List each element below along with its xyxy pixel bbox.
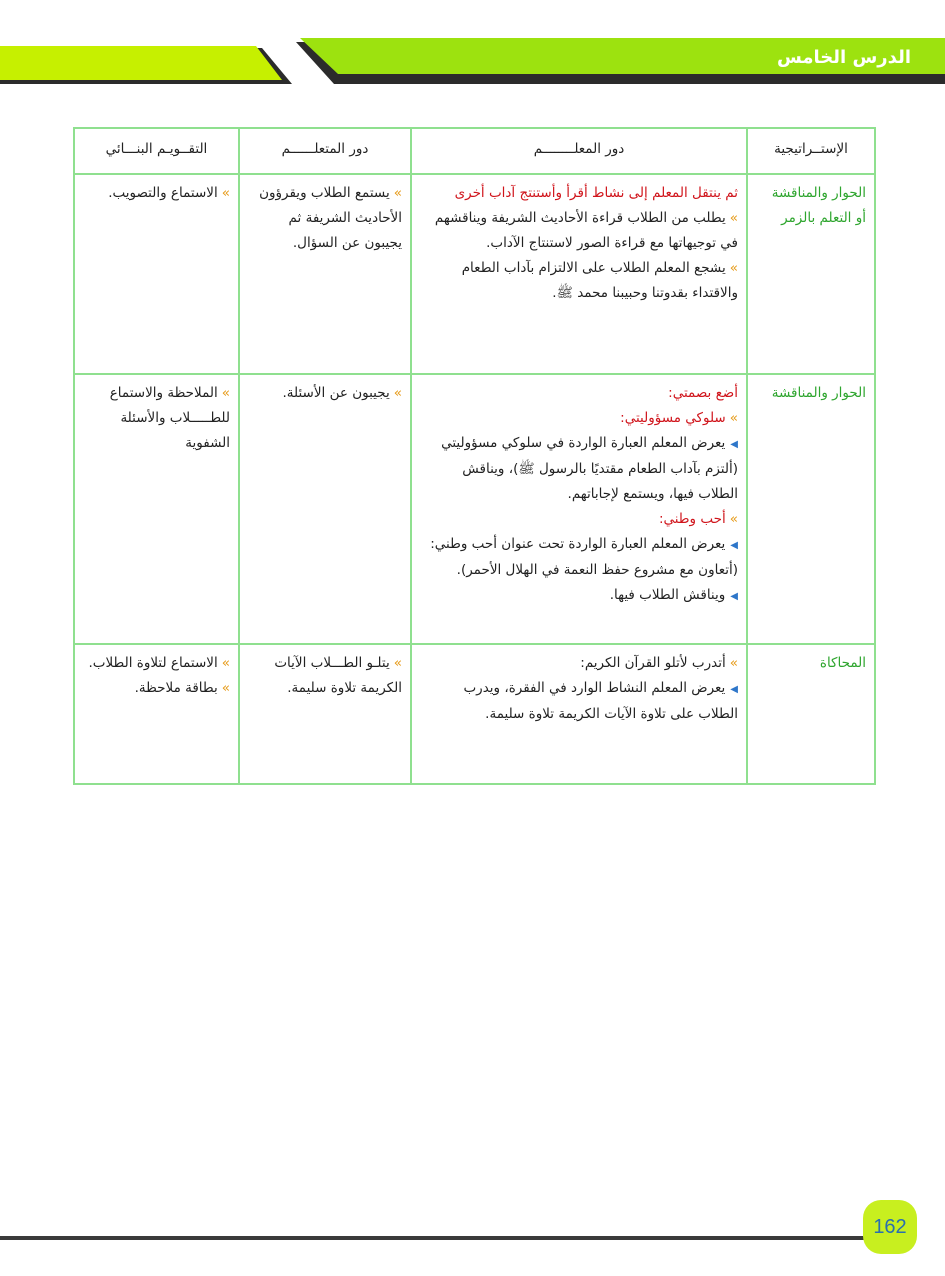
header-teacher-role: دور المعلــــــــم — [411, 128, 747, 174]
chevron-bullet-icon: » — [393, 185, 402, 201]
assessment-cell — [74, 174, 239, 374]
header-learner-role: دور المتعلــــــم — [239, 128, 411, 174]
chevron-bullet-icon: » — [221, 655, 230, 671]
learner-role-cell — [239, 374, 411, 644]
activity-subheading: سلوكي مسؤوليتي: — [620, 410, 726, 426]
chevron-bullet-icon: » — [393, 385, 402, 401]
learner-step: يجيبون عن الأسئلة. — [282, 385, 390, 401]
teacher-role-cell — [411, 644, 747, 784]
strategy-text: الحوار والمناقشة — [771, 185, 866, 201]
activity-subheading: أحب وطني: — [658, 511, 726, 527]
chevron-bullet-icon: » — [729, 210, 738, 226]
assessment-step: الاستماع لتلاوة الطلاب. — [88, 655, 218, 671]
table-row — [74, 644, 875, 784]
teacher-step: ويناقش الطلاب فيها. — [609, 587, 726, 603]
teacher-role-cell — [411, 174, 747, 374]
teacher-step: يعرض المعلم النشاط الوارد في الفقرة، ويدرب الطلاب على تلاوة الآيات الكريمة تلاوة سليمة. — [463, 680, 738, 722]
table-header-row — [74, 128, 875, 174]
teacher-step: يشجع المعلم الطلاب على الالتزام بآداب الطعام والاقتداء بقدوتنا وحبيبنا محمد ﷺ. — [461, 260, 738, 301]
learner-step: يستمع الطلاب ويقرؤون الأحاديث الشريفة ثم يجيبون عن السؤال. — [259, 185, 402, 251]
strategy-cell — [747, 644, 875, 784]
strategy-text: المحاكاة — [819, 655, 866, 671]
chevron-bullet-icon: » — [729, 410, 738, 426]
header-strategy: الإستــراتيجية — [747, 128, 875, 174]
activity-heading: ثم ينتقل المعلم إلى نشاط أقرأ وأستنتج آداب أخرى — [454, 185, 738, 201]
triangle-bullet-icon: ◀ — [730, 439, 738, 450]
strategy-text: الحوار والمناقشة — [771, 385, 866, 401]
teacher-step: يعرض المعلم العبارة الواردة تحت عنوان أحب وطني: (أتعاون مع مشروع حفظ النعمة في الهلال الأحمر). — [430, 536, 738, 578]
learner-role-cell — [239, 644, 411, 784]
strategy-cell — [747, 174, 875, 374]
lesson-plan-table — [73, 127, 876, 785]
left-stripe — [0, 46, 282, 80]
chevron-bullet-icon: » — [221, 680, 230, 696]
triangle-bullet-icon: ◀ — [730, 540, 738, 551]
chevron-bullet-icon: » — [221, 185, 230, 201]
chevron-bullet-icon: » — [729, 511, 738, 527]
triangle-bullet-icon: ◀ — [730, 684, 738, 695]
learner-step: يتلـو الطـــلاب الآيات الكريمة تلاوة سليمة. — [274, 655, 402, 696]
header-assessment: التقــويـم البنـــائي — [74, 128, 239, 174]
assessment-cell — [74, 644, 239, 784]
chevron-bullet-icon: » — [729, 260, 738, 276]
triangle-bullet-icon: ◀ — [730, 591, 738, 602]
activity-heading: أتدرب لأتلو القرآن الكريم: — [580, 655, 726, 671]
strategy-text: أو التعلم بالزمر — [781, 210, 866, 226]
chevron-bullet-icon: » — [729, 655, 738, 671]
assessment-cell — [74, 374, 239, 644]
page-number: 162 — [873, 1215, 907, 1238]
table-row — [74, 374, 875, 644]
learner-role-cell — [239, 174, 411, 374]
chevron-bullet-icon: » — [221, 385, 230, 401]
lesson-title: الدرس الخامس — [776, 47, 911, 68]
assessment-step: بطاقة ملاحظة. — [134, 680, 218, 696]
assessment-step: الملاحظة والاستماع للطـــــلاب والأسئلة الشفوية — [109, 385, 230, 451]
teacher-step: يطلب من الطلاب قراءة الأحاديث الشريفة ويناقشهم في توجيهاتها مع قراءة الصور لاستنتاج الآداب. — [434, 210, 738, 251]
table-row — [74, 174, 875, 374]
teacher-role-cell — [411, 374, 747, 644]
activity-heading: أضع بصمتي: — [668, 385, 738, 401]
footer-rule — [0, 1236, 870, 1240]
assessment-step: الاستماع والتصويب. — [108, 185, 218, 201]
teacher-step: يعرض المعلم العبارة الواردة في سلوكي مسؤوليتي (ألتزم بآداب الطعام مقتديًا بالرسول ﷺ)، ويناقش الطلاب فيها، ويستمع لإجاباتهم. — [441, 435, 738, 502]
strategy-cell — [747, 374, 875, 644]
chevron-bullet-icon: » — [393, 655, 402, 671]
page-number-badge — [863, 1200, 917, 1254]
